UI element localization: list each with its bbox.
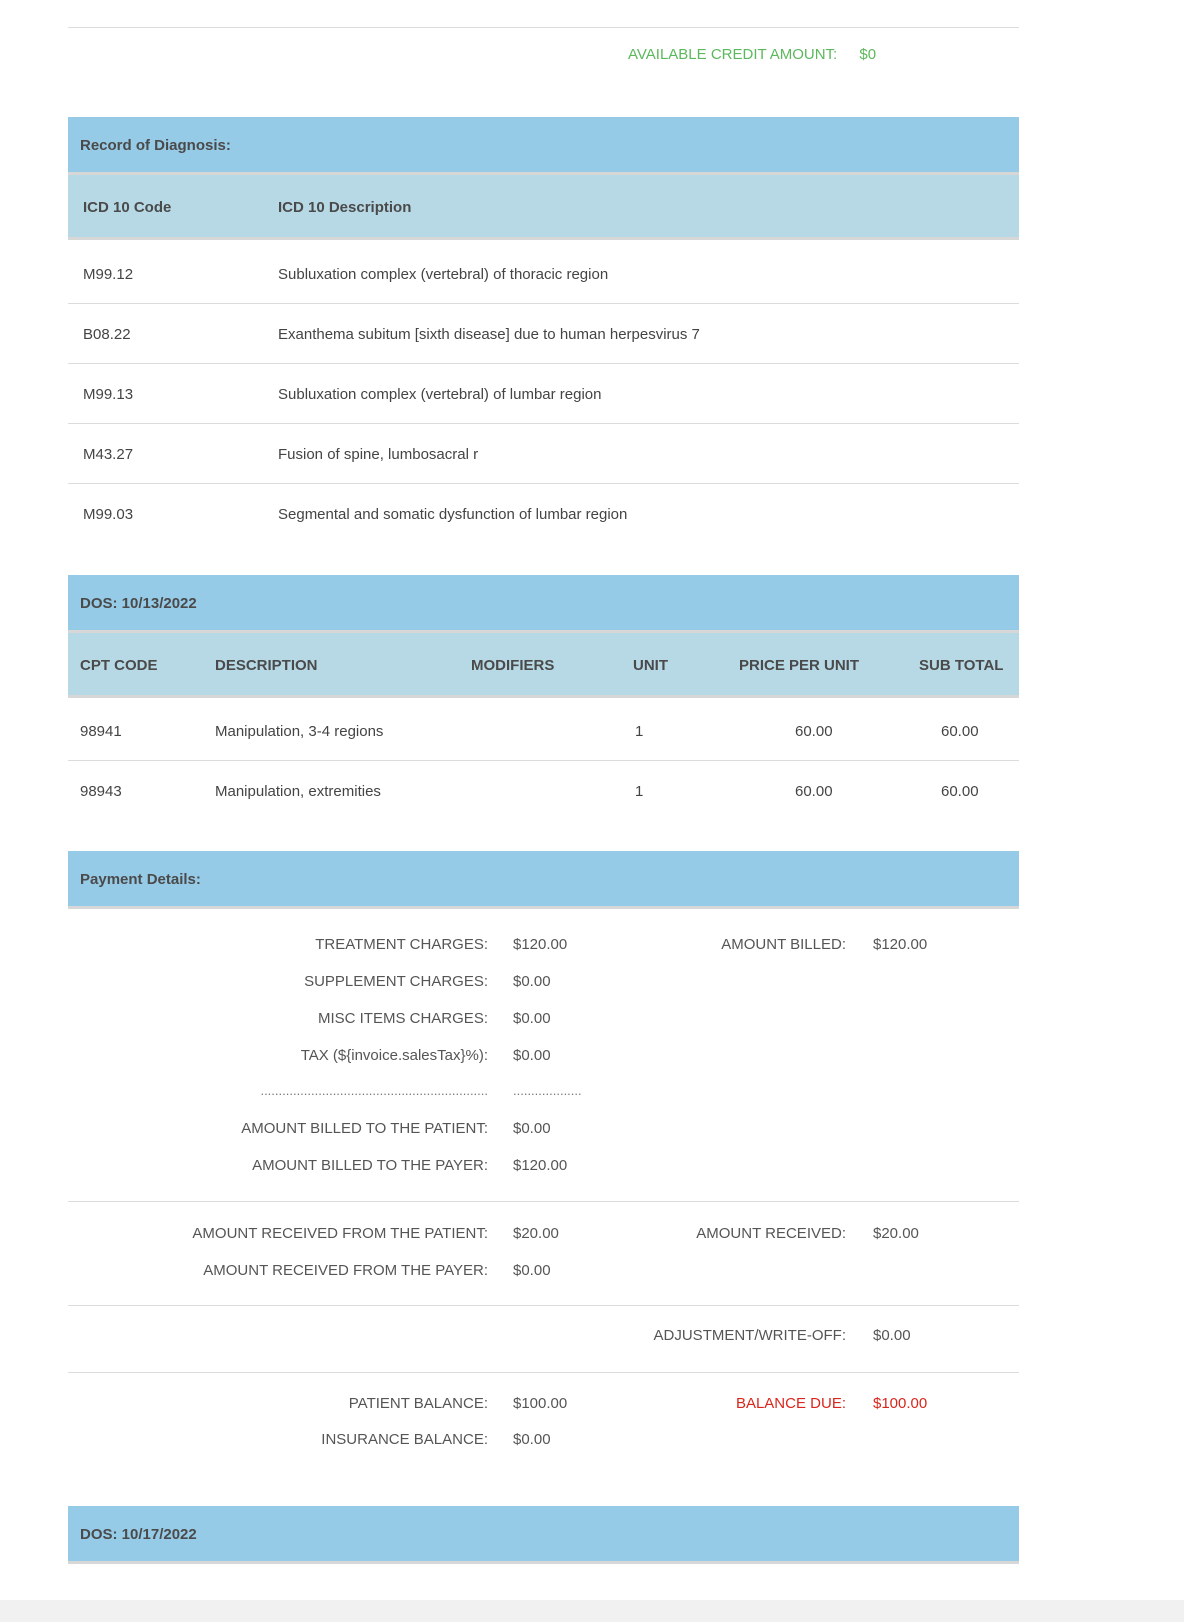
adjustment-value: $0.00	[873, 1327, 911, 1344]
cpt-unit: 1	[635, 723, 644, 740]
tax-label: TAX (${invoice.salesTax}%):	[300, 1047, 488, 1064]
table-row	[68, 484, 1019, 544]
patient-balance-label: PATIENT BALANCE:	[348, 1395, 488, 1412]
icd-code: M99.13	[83, 386, 134, 403]
insurance-balance-label: INSURANCE BALANCE:	[321, 1431, 488, 1448]
invoice-page	[68, 0, 1019, 1622]
received-patient-value: $20.00	[513, 1225, 559, 1242]
treatment-charges-label: TREATMENT CHARGES:	[315, 936, 488, 953]
icd-code: M99.12	[83, 266, 134, 283]
cpt-price: 60.00	[795, 783, 833, 800]
icd-description: Segmental and somatic dysfunction of lumbar region	[278, 506, 628, 523]
cpt-code: 98941	[80, 723, 122, 740]
billed-patient-label: AMOUNT BILLED TO THE PATIENT:	[241, 1120, 488, 1137]
icd-code: M99.03	[83, 506, 134, 523]
dotted-separator: ...................	[513, 1083, 582, 1098]
insurance-balance-value: $0.00	[513, 1431, 551, 1448]
icd-description: Subluxation complex (vertebral) of lumbar region	[278, 386, 602, 403]
received-payer-label: AMOUNT RECEIVED FROM THE PAYER:	[203, 1262, 488, 1279]
icd-code: B08.22	[83, 326, 131, 343]
supplement-charges-label: SUPPLEMENT CHARGES:	[304, 973, 488, 990]
available-credit-value: $0	[859, 46, 877, 63]
received-patient-label: AMOUNT RECEIVED FROM THE PATIENT:	[192, 1225, 488, 1242]
misc-charges-value: $0.00	[513, 1010, 551, 1027]
table-row	[68, 761, 1019, 821]
cpt-description: Manipulation, extremities	[215, 783, 381, 800]
cpt-code: 98943	[80, 783, 122, 800]
received-payer-value: $0.00	[513, 1262, 551, 1279]
diagnosis-column-header	[68, 175, 1019, 240]
subtotal-header: SUB TOTAL	[919, 657, 1004, 674]
cpt-column-header	[68, 633, 1019, 698]
price-header: PRICE PER UNIT	[739, 657, 860, 674]
icd-description-header: ICD 10 Description	[278, 199, 412, 216]
available-credit	[628, 46, 876, 63]
table-row	[68, 364, 1019, 424]
cpt-subtotal: 60.00	[941, 783, 979, 800]
supplement-charges-value: $0.00	[513, 973, 551, 990]
adjustment-label: ADJUSTMENT/WRITE-OFF:	[653, 1327, 846, 1344]
cpt-description-header: DESCRIPTION	[215, 657, 318, 674]
amount-billed-label: AMOUNT BILLED:	[721, 936, 846, 953]
diagnosis-title: Record of Diagnosis:	[80, 137, 231, 154]
tax-value: $0.00	[513, 1047, 551, 1064]
cpt-code-header: CPT CODE	[80, 657, 158, 674]
treatment-charges-value: $120.00	[513, 936, 568, 953]
misc-charges-label: MISC ITEMS CHARGES:	[317, 1010, 488, 1027]
icd-description: Fusion of spine, lumbosacral r	[278, 446, 479, 463]
cpt-subtotal: 60.00	[941, 723, 979, 740]
table-row	[68, 304, 1019, 364]
table-row	[68, 424, 1019, 484]
billed-payer-value: $120.00	[513, 1157, 568, 1174]
icd-description: Subluxation complex (vertebral) of thoracic region	[278, 266, 609, 283]
table-row	[68, 701, 1019, 761]
dotted-separator: ...............................................................	[260, 1083, 488, 1098]
cpt-price: 60.00	[795, 723, 833, 740]
unit-header: UNIT	[633, 657, 668, 674]
balance-due-value: $100.00	[873, 1395, 928, 1412]
modifiers-header: MODIFIERS	[471, 657, 555, 674]
cpt-description: Manipulation, 3-4 regions	[215, 723, 384, 740]
payment-title: Payment Details:	[80, 871, 201, 888]
icd-code: M43.27	[83, 446, 134, 463]
top-divider	[68, 27, 1019, 28]
table-row	[68, 244, 1019, 304]
available-credit-label: AVAILABLE CREDIT AMOUNT:	[628, 46, 838, 63]
patient-balance-value: $100.00	[513, 1395, 568, 1412]
billed-patient-value: $0.00	[513, 1120, 551, 1137]
dos-section-header	[68, 575, 1019, 633]
payment-divider	[68, 1305, 1019, 1306]
diagnosis-section-header	[68, 117, 1019, 175]
dos-section-header	[68, 1506, 1019, 1564]
dos-title: DOS: 10/13/2022	[80, 595, 197, 612]
payment-section-header	[68, 851, 1019, 909]
bottom-scroll-area	[0, 1600, 1184, 1622]
icd-description: Exanthema subitum [sixth disease] due to human herpesvirus 7	[278, 326, 700, 343]
billed-payer-label: AMOUNT BILLED TO THE PAYER:	[252, 1157, 488, 1174]
amount-received-label: AMOUNT RECEIVED:	[696, 1225, 846, 1242]
payment-divider	[68, 1201, 1019, 1202]
amount-received-value: $20.00	[873, 1225, 919, 1242]
cpt-unit: 1	[635, 783, 644, 800]
payment-divider	[68, 1372, 1019, 1373]
balance-due-label: BALANCE DUE:	[735, 1395, 846, 1412]
dos-title: DOS: 10/17/2022	[80, 1526, 197, 1543]
icd-code-header: ICD 10 Code	[83, 199, 172, 216]
amount-billed-value: $120.00	[873, 936, 928, 953]
